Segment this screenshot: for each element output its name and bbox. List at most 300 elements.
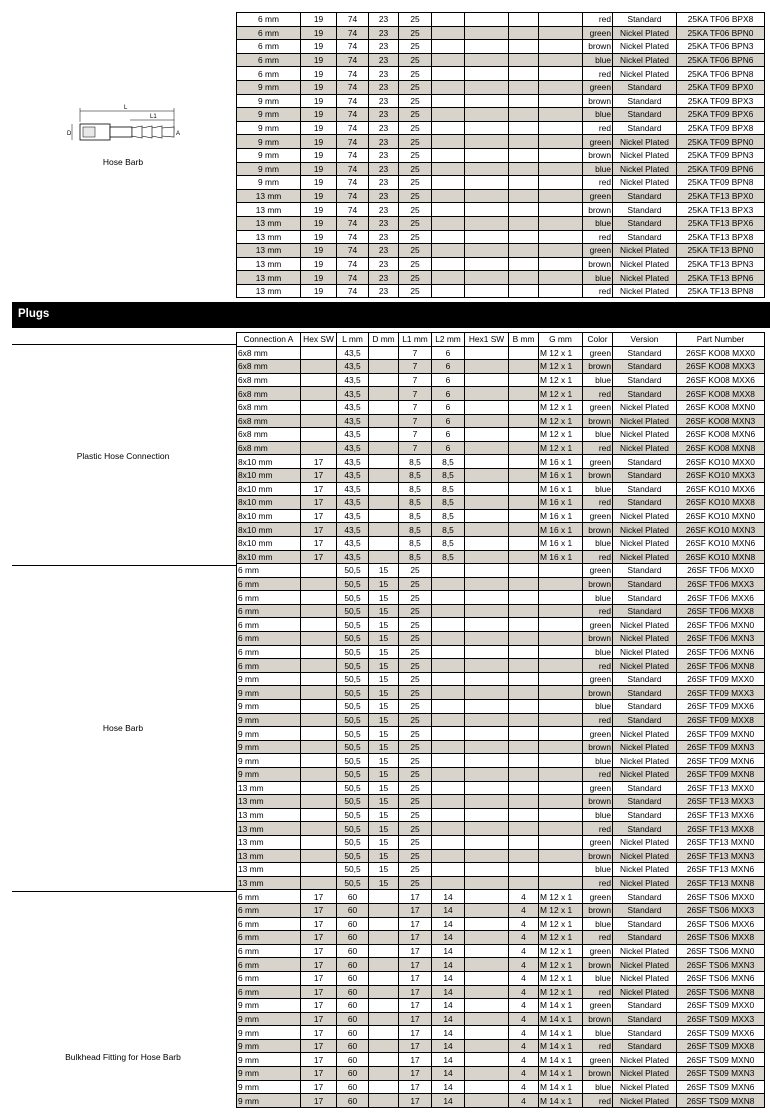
cell-col-4: 25 xyxy=(399,849,432,863)
cell-col-7 xyxy=(509,271,539,285)
cell-col-3: 15 xyxy=(369,591,399,605)
cell-col-2: 60 xyxy=(337,1094,369,1108)
cell-col-7 xyxy=(509,591,539,605)
cell-col-10: Nickel Plated xyxy=(613,618,677,632)
cell-col-1 xyxy=(301,754,337,768)
cell-col-1 xyxy=(301,713,337,727)
cell-col-10: Standard xyxy=(613,713,677,727)
cell-col-7: 4 xyxy=(509,1026,539,1040)
cell-col-2: 60 xyxy=(337,958,369,972)
cell-col-11: 25KA TF13 BPX0 xyxy=(677,189,765,203)
cell-col-11: 25KA TF13 BPX6 xyxy=(677,216,765,230)
cell-col-1 xyxy=(301,781,337,795)
cell-col-0: 6 mm xyxy=(237,577,301,591)
cell-col-1 xyxy=(301,700,337,714)
cell-col-7: 4 xyxy=(509,1094,539,1108)
plug-1-row xyxy=(237,632,765,646)
cell-col-5 xyxy=(432,835,465,849)
cell-col-3: 23 xyxy=(369,257,399,271)
cell-col-9: red xyxy=(583,230,613,244)
cell-col-9: green xyxy=(583,455,613,469)
cell-col-5 xyxy=(432,577,465,591)
top-row xyxy=(237,80,765,94)
cell-col-0: 9 mm xyxy=(237,148,301,162)
cell-col-1: 17 xyxy=(301,496,337,510)
cell-col-0: 13 mm xyxy=(237,216,301,230)
plug-1-row xyxy=(237,835,765,849)
cell-col-3 xyxy=(369,360,399,374)
cell-col-11: 26SF TS06 MXN6 xyxy=(677,971,765,985)
cell-col-7 xyxy=(509,26,539,40)
cell-col-4: 17 xyxy=(399,971,432,985)
cell-col-1 xyxy=(301,618,337,632)
top-row xyxy=(237,26,765,40)
cell-col-4: 25 xyxy=(399,148,432,162)
cell-col-0: 6 mm xyxy=(237,564,301,578)
cell-col-6 xyxy=(465,795,509,809)
cell-col-11: 25KA TF09 BPX6 xyxy=(677,108,765,122)
cell-col-7 xyxy=(509,373,539,387)
cell-col-11: 26SF TF13 MXX8 xyxy=(677,822,765,836)
column-header: L2 mm xyxy=(432,333,465,347)
cell-col-7: 4 xyxy=(509,1039,539,1053)
cell-col-11: 25KA TF13 BPX8 xyxy=(677,230,765,244)
cell-col-0: 6 mm xyxy=(237,958,301,972)
column-header: D mm xyxy=(369,333,399,347)
cell-col-6 xyxy=(465,67,509,81)
cell-col-9: blue xyxy=(583,428,613,442)
cell-col-11: 26SF TF09 MXN8 xyxy=(677,768,765,782)
cell-col-8 xyxy=(539,271,583,285)
cell-col-2: 60 xyxy=(337,944,369,958)
cell-col-6 xyxy=(465,94,509,108)
cell-col-0: 6 mm xyxy=(237,67,301,81)
cell-col-9: blue xyxy=(583,108,613,122)
cell-col-11: 25KA TF06 BPN3 xyxy=(677,40,765,54)
cell-col-6 xyxy=(465,1080,509,1094)
cell-col-9: blue xyxy=(583,754,613,768)
cell-col-6 xyxy=(465,550,509,564)
cell-col-6 xyxy=(465,40,509,54)
cell-col-5: 8,5 xyxy=(432,523,465,537)
cell-col-6 xyxy=(465,373,509,387)
cell-col-11: 26SF TF06 MXN0 xyxy=(677,618,765,632)
cell-col-0: 13 mm xyxy=(237,863,301,877)
cell-col-9: brown xyxy=(583,523,613,537)
cell-col-11: 26SF TF06 MXX8 xyxy=(677,604,765,618)
cell-col-5 xyxy=(432,686,465,700)
cell-col-3: 23 xyxy=(369,67,399,81)
cell-col-5 xyxy=(432,863,465,877)
cell-col-10: Nickel Plated xyxy=(613,944,677,958)
cell-col-1: 17 xyxy=(301,1094,337,1108)
cell-col-5: 14 xyxy=(432,958,465,972)
cell-col-0: 8x10 mm xyxy=(237,523,301,537)
cell-col-5: 14 xyxy=(432,999,465,1013)
cell-col-0: 9 mm xyxy=(237,1026,301,1040)
cell-col-10: Standard xyxy=(613,108,677,122)
plug-1-row xyxy=(237,645,765,659)
cell-col-10: Standard xyxy=(613,13,677,27)
cell-col-3 xyxy=(369,971,399,985)
cell-col-11: 26SF TF13 MXX6 xyxy=(677,808,765,822)
cell-col-8 xyxy=(539,672,583,686)
group-rule-bulkhead xyxy=(12,891,236,892)
cell-col-8: M 16 x 1 xyxy=(539,496,583,510)
cell-col-7 xyxy=(509,148,539,162)
cell-col-2: 74 xyxy=(337,40,369,54)
cell-col-2: 74 xyxy=(337,135,369,149)
cell-col-5: 14 xyxy=(432,944,465,958)
cell-col-8 xyxy=(539,713,583,727)
cell-col-0: 9 mm xyxy=(237,1094,301,1108)
hose-barb-coupling-table xyxy=(236,12,765,298)
cell-col-8 xyxy=(539,659,583,673)
cell-col-2: 50,5 xyxy=(337,727,369,741)
cell-col-11: 26SF KO08 MXX6 xyxy=(677,373,765,387)
cell-col-0: 6x8 mm xyxy=(237,360,301,374)
cell-col-4: 7 xyxy=(399,400,432,414)
cell-col-5: 6 xyxy=(432,400,465,414)
cell-col-0: 6 mm xyxy=(237,53,301,67)
cell-col-0: 8x10 mm xyxy=(237,496,301,510)
cell-col-2: 60 xyxy=(337,1012,369,1026)
plug-2-row xyxy=(237,1026,765,1040)
cell-col-6 xyxy=(465,686,509,700)
cell-col-8 xyxy=(539,727,583,741)
cell-col-10: Standard xyxy=(613,591,677,605)
cell-col-9: green xyxy=(583,999,613,1013)
cell-col-7 xyxy=(509,284,539,298)
cell-col-11: 26SF KO10 MXN3 xyxy=(677,523,765,537)
cell-col-8: M 12 x 1 xyxy=(539,387,583,401)
plug-1-row xyxy=(237,659,765,673)
cell-col-2: 43,5 xyxy=(337,455,369,469)
cell-col-11: 26SF TF06 MXX6 xyxy=(677,591,765,605)
cell-col-8: M 12 x 1 xyxy=(539,917,583,931)
cell-col-4: 25 xyxy=(399,26,432,40)
cell-col-7 xyxy=(509,176,539,190)
cell-col-2: 74 xyxy=(337,53,369,67)
cell-col-8 xyxy=(539,754,583,768)
cell-col-0: 6 mm xyxy=(237,13,301,27)
cell-col-11: 26SF KO08 MXX8 xyxy=(677,387,765,401)
cell-col-8 xyxy=(539,632,583,646)
plug-0-row xyxy=(237,455,765,469)
cell-col-2: 74 xyxy=(337,121,369,135)
cell-col-6 xyxy=(465,414,509,428)
cell-col-7: 4 xyxy=(509,999,539,1013)
cell-col-10: Standard xyxy=(613,373,677,387)
cell-col-10: Standard xyxy=(613,822,677,836)
top-row xyxy=(237,271,765,285)
cell-col-5 xyxy=(432,591,465,605)
cell-col-6 xyxy=(465,876,509,890)
cell-col-0: 6x8 mm xyxy=(237,441,301,455)
top-row xyxy=(237,135,765,149)
cell-col-4: 17 xyxy=(399,903,432,917)
header-row xyxy=(237,333,765,347)
cell-col-3: 23 xyxy=(369,26,399,40)
plug-1-row xyxy=(237,740,765,754)
cell-col-10: Standard xyxy=(613,1039,677,1053)
cell-col-8: M 12 x 1 xyxy=(539,931,583,945)
cell-col-4: 25 xyxy=(399,162,432,176)
cell-col-6 xyxy=(465,189,509,203)
cell-col-10: Standard xyxy=(613,230,677,244)
cell-col-1: 17 xyxy=(301,1067,337,1081)
cell-col-3: 23 xyxy=(369,271,399,285)
cell-col-1: 17 xyxy=(301,1080,337,1094)
cell-col-9: red xyxy=(583,176,613,190)
cell-col-4: 25 xyxy=(399,727,432,741)
top-row xyxy=(237,176,765,190)
cell-col-2: 74 xyxy=(337,148,369,162)
cell-col-7 xyxy=(509,189,539,203)
cell-col-1: 19 xyxy=(301,230,337,244)
cell-col-11: 25KA TF06 BPX8 xyxy=(677,13,765,27)
plug-0-row xyxy=(237,428,765,442)
cell-col-7 xyxy=(509,577,539,591)
cell-col-4: 25 xyxy=(399,230,432,244)
cell-col-10: Nickel Plated xyxy=(613,135,677,149)
cell-col-7 xyxy=(509,121,539,135)
cell-col-3: 15 xyxy=(369,808,399,822)
cell-col-1 xyxy=(301,768,337,782)
cell-col-3: 15 xyxy=(369,849,399,863)
cell-col-10: Nickel Plated xyxy=(613,863,677,877)
cell-col-5 xyxy=(432,781,465,795)
cell-col-2: 50,5 xyxy=(337,591,369,605)
cell-col-3: 23 xyxy=(369,162,399,176)
plug-0-row xyxy=(237,387,765,401)
plug-2-row xyxy=(237,1094,765,1108)
cell-col-9: red xyxy=(583,768,613,782)
cell-col-1: 19 xyxy=(301,135,337,149)
cell-col-7 xyxy=(509,428,539,442)
cell-col-2: 43,5 xyxy=(337,400,369,414)
cell-col-10: Nickel Plated xyxy=(613,1094,677,1108)
cell-col-7 xyxy=(509,135,539,149)
cell-col-4: 25 xyxy=(399,822,432,836)
cell-col-3: 15 xyxy=(369,835,399,849)
cell-col-0: 6 mm xyxy=(237,632,301,646)
plug-2-row xyxy=(237,971,765,985)
cell-col-4: 7 xyxy=(399,441,432,455)
cell-col-10: Nickel Plated xyxy=(613,257,677,271)
cell-col-6 xyxy=(465,727,509,741)
plug-0-row xyxy=(237,441,765,455)
cell-col-5 xyxy=(432,216,465,230)
cell-col-8 xyxy=(539,686,583,700)
cell-col-7 xyxy=(509,441,539,455)
cell-col-4: 25 xyxy=(399,876,432,890)
cell-col-10: Nickel Plated xyxy=(613,645,677,659)
cell-col-5 xyxy=(432,822,465,836)
plug-1-row xyxy=(237,591,765,605)
cell-col-5: 14 xyxy=(432,1080,465,1094)
cell-col-11: 26SF TF09 MXN6 xyxy=(677,754,765,768)
column-header: Part Number xyxy=(677,333,765,347)
cell-col-9: red xyxy=(583,604,613,618)
cell-col-10: Standard xyxy=(613,216,677,230)
cell-col-10: Nickel Plated xyxy=(613,659,677,673)
cell-col-7 xyxy=(509,94,539,108)
cell-col-2: 74 xyxy=(337,108,369,122)
cell-col-11: 25KA TF09 BPN0 xyxy=(677,135,765,149)
cell-col-6 xyxy=(465,577,509,591)
cell-col-8 xyxy=(539,216,583,230)
cell-col-8: M 16 x 1 xyxy=(539,509,583,523)
cell-col-1: 19 xyxy=(301,257,337,271)
cell-col-5 xyxy=(432,13,465,27)
cell-col-5 xyxy=(432,67,465,81)
cell-col-4: 25 xyxy=(399,244,432,258)
cell-col-7 xyxy=(509,604,539,618)
cell-col-7 xyxy=(509,876,539,890)
cell-col-7 xyxy=(509,863,539,877)
cell-col-1: 19 xyxy=(301,244,337,258)
cell-col-4: 25 xyxy=(399,795,432,809)
plug-0-row xyxy=(237,536,765,550)
cell-col-7 xyxy=(509,257,539,271)
cell-col-1: 17 xyxy=(301,536,337,550)
cell-col-9: brown xyxy=(583,1012,613,1026)
cell-col-0: 9 mm xyxy=(237,999,301,1013)
cell-col-10: Nickel Plated xyxy=(613,400,677,414)
cell-col-10: Standard xyxy=(613,468,677,482)
cell-col-7 xyxy=(509,523,539,537)
cell-col-0: 13 mm xyxy=(237,849,301,863)
cell-col-11: 26SF TF13 MXX0 xyxy=(677,781,765,795)
cell-col-0: 8x10 mm xyxy=(237,550,301,564)
cell-col-0: 13 mm xyxy=(237,271,301,285)
cell-col-11: 26SF TF13 MXN0 xyxy=(677,835,765,849)
cell-col-4: 25 xyxy=(399,591,432,605)
cell-col-11: 26SF TS09 MXN6 xyxy=(677,1080,765,1094)
cell-col-9: blue xyxy=(583,863,613,877)
cell-col-3 xyxy=(369,414,399,428)
hose-barb-coupling-drawing xyxy=(62,100,182,150)
cell-col-1 xyxy=(301,591,337,605)
cell-col-4: 8,5 xyxy=(399,536,432,550)
cell-col-6 xyxy=(465,346,509,360)
cell-col-1 xyxy=(301,577,337,591)
cell-col-10: Standard xyxy=(613,387,677,401)
cell-col-7 xyxy=(509,754,539,768)
cell-col-11: 26SF KO10 MXN6 xyxy=(677,536,765,550)
cell-col-2: 50,5 xyxy=(337,564,369,578)
cell-col-5 xyxy=(432,672,465,686)
cell-col-6 xyxy=(465,523,509,537)
cell-col-3: 23 xyxy=(369,189,399,203)
cell-col-3 xyxy=(369,1067,399,1081)
cell-col-9: brown xyxy=(583,632,613,646)
cell-col-3: 23 xyxy=(369,284,399,298)
cell-col-9: blue xyxy=(583,1026,613,1040)
cell-col-4: 25 xyxy=(399,808,432,822)
cell-col-11: 26SF TF06 MXN6 xyxy=(677,645,765,659)
cell-col-1: 17 xyxy=(301,890,337,904)
cell-col-6 xyxy=(465,822,509,836)
cell-col-8 xyxy=(539,67,583,81)
cell-col-0: 6x8 mm xyxy=(237,414,301,428)
cell-col-3 xyxy=(369,550,399,564)
cell-col-10: Nickel Plated xyxy=(613,509,677,523)
cell-col-7 xyxy=(509,216,539,230)
plug-1-row xyxy=(237,700,765,714)
cell-col-0: 6 mm xyxy=(237,971,301,985)
cell-col-7 xyxy=(509,414,539,428)
cell-col-9: brown xyxy=(583,360,613,374)
cell-col-11: 26SF KO10 MXN8 xyxy=(677,550,765,564)
cell-col-8 xyxy=(539,564,583,578)
cell-col-6 xyxy=(465,257,509,271)
cell-col-6 xyxy=(465,618,509,632)
cell-col-5 xyxy=(432,618,465,632)
cell-col-7 xyxy=(509,203,539,217)
cell-col-10: Nickel Plated xyxy=(613,971,677,985)
cell-col-1: 19 xyxy=(301,271,337,285)
cell-col-1: 17 xyxy=(301,958,337,972)
cell-col-2: 43,5 xyxy=(337,536,369,550)
cell-col-10: Standard xyxy=(613,94,677,108)
cell-col-9: green xyxy=(583,727,613,741)
column-header: Color xyxy=(583,333,613,347)
cell-col-9: blue xyxy=(583,536,613,550)
cell-col-11: 26SF TS09 MXX6 xyxy=(677,1026,765,1040)
cell-col-9: brown xyxy=(583,795,613,809)
cell-col-5 xyxy=(432,645,465,659)
cell-col-10: Standard xyxy=(613,189,677,203)
cell-col-5 xyxy=(432,740,465,754)
cell-col-5 xyxy=(432,40,465,54)
cell-col-5 xyxy=(432,713,465,727)
cell-col-6 xyxy=(465,496,509,510)
cell-col-8 xyxy=(539,284,583,298)
plug-0-row xyxy=(237,373,765,387)
cell-col-5: 14 xyxy=(432,1012,465,1026)
cell-col-0: 6 mm xyxy=(237,645,301,659)
cell-col-11: 25KA TF09 BPX8 xyxy=(677,121,765,135)
cell-col-3: 15 xyxy=(369,822,399,836)
cell-col-6 xyxy=(465,604,509,618)
cell-col-1: 19 xyxy=(301,189,337,203)
cell-col-0: 13 mm xyxy=(237,203,301,217)
cell-col-8: M 12 x 1 xyxy=(539,944,583,958)
cell-col-4: 25 xyxy=(399,203,432,217)
cell-col-9: blue xyxy=(583,162,613,176)
cell-col-0: 6x8 mm xyxy=(237,428,301,442)
cell-col-3 xyxy=(369,400,399,414)
cell-col-1: 19 xyxy=(301,26,337,40)
cell-col-3: 23 xyxy=(369,121,399,135)
top-row xyxy=(237,257,765,271)
cell-col-4: 17 xyxy=(399,1094,432,1108)
cell-col-1: 17 xyxy=(301,550,337,564)
cell-col-10: Nickel Plated xyxy=(613,768,677,782)
cell-col-4: 25 xyxy=(399,713,432,727)
cell-col-8 xyxy=(539,740,583,754)
cell-col-10: Nickel Plated xyxy=(613,1080,677,1094)
cell-col-5 xyxy=(432,564,465,578)
cell-col-10: Standard xyxy=(613,795,677,809)
top-row xyxy=(237,67,765,81)
cell-col-2: 43,5 xyxy=(337,387,369,401)
cell-col-4: 25 xyxy=(399,781,432,795)
cell-col-5 xyxy=(432,53,465,67)
cell-col-2: 74 xyxy=(337,257,369,271)
